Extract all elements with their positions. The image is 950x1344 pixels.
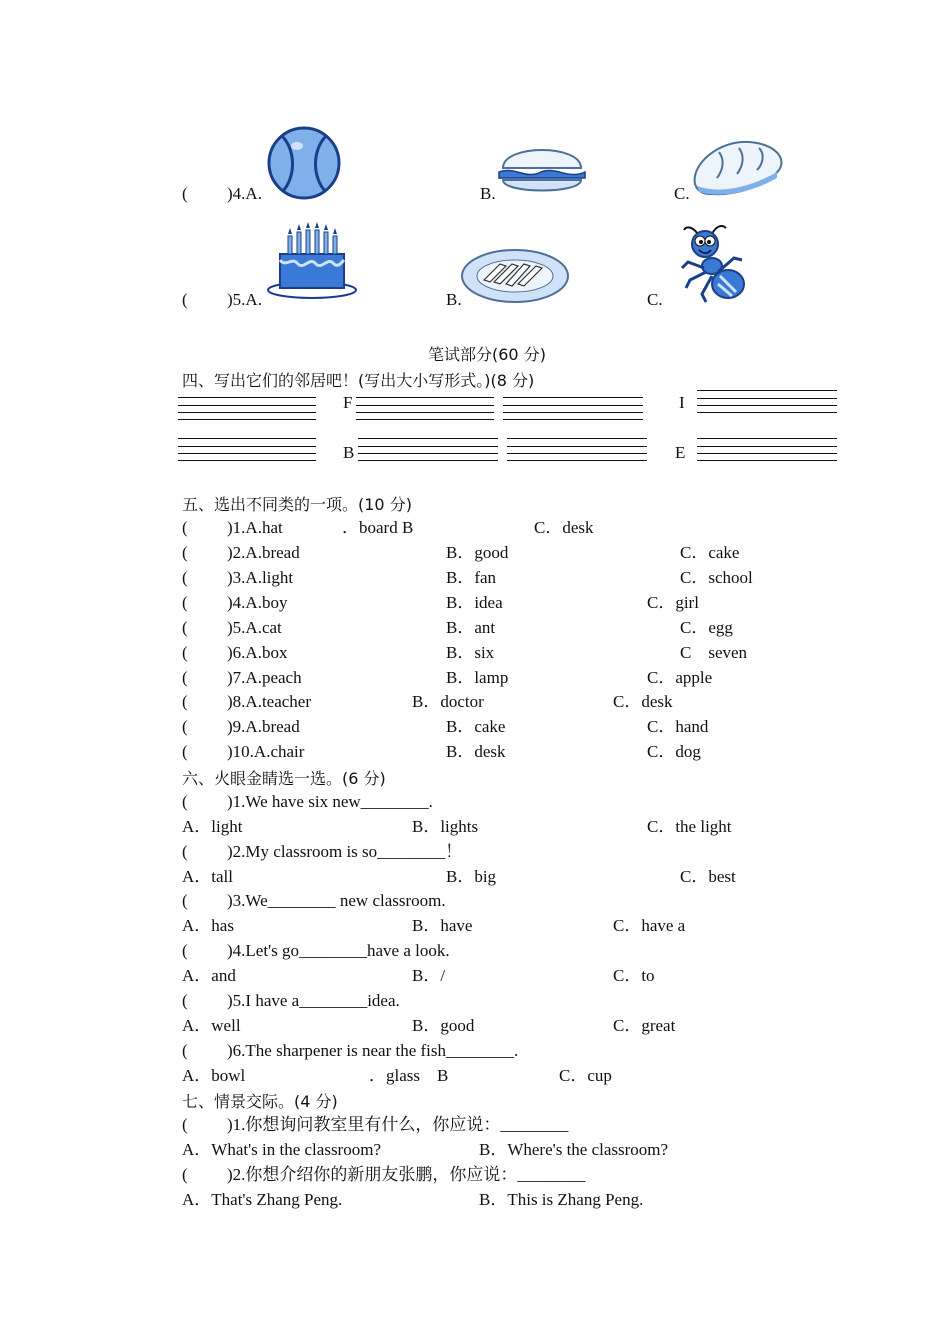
s5-q3-option-b: B．fan (446, 568, 497, 587)
s5-q9-paren: ( (182, 717, 188, 736)
s6-q3-option-b: B．have (412, 916, 473, 935)
s6-q2-paren: ( (182, 842, 188, 861)
writing-lines-6 (358, 438, 498, 467)
writing-lines-4 (697, 390, 837, 419)
s5-q3-option-a: )3.A.light (227, 568, 294, 587)
s5-q6-option-c: C seven (680, 643, 748, 662)
s6-q3-question: )3.We________ new classroom. (227, 891, 446, 910)
s7-q1-question: )1.你想询问教室里有什么，你应说：________ (227, 1115, 569, 1134)
section-6-title: 六、火眼金睛选一选。(6 分) (182, 769, 386, 788)
s5-q1-option-c: C．desk (534, 518, 594, 537)
s6-q2-option-a: A．tall (182, 867, 233, 886)
section-5-title: 五、选出不同类的一项。(10 分) (182, 495, 412, 514)
s7-q1-paren: ( (182, 1115, 188, 1134)
plate-of-food-icon (460, 248, 570, 304)
q4-option-a-label: )4.A. (227, 184, 262, 203)
s6-q3-option-c: C．have a (613, 916, 686, 935)
s6-q1-option-c: C．the light (647, 817, 732, 836)
s5-q5-option-b: B．ant (446, 618, 496, 637)
s6-q3-option-a: A．has (182, 916, 234, 935)
s7-q2-question: )2.你想介绍你的新朋友张鹏，你应说：________ (227, 1165, 586, 1184)
letter-e: E (675, 443, 686, 462)
s5-q10-paren: ( (182, 742, 188, 761)
s5-q5-option-c: C．egg (680, 618, 733, 637)
s6-q4-option-a: A．and (182, 966, 236, 985)
s6-q6-question: )6.The sharpener is near the fish________. (227, 1041, 519, 1060)
s5-q9-option-a: )9.A.bread (227, 717, 300, 736)
s5-q6-paren: ( (182, 643, 188, 662)
s6-q1-option-b: B．lights (412, 817, 479, 836)
s6-q2-option-b: B．big (446, 867, 497, 886)
s7-q2-option-a: A．That's Zhang Peng. (182, 1190, 343, 1209)
writing-lines-2 (356, 397, 494, 426)
q4-option-c-label: C. (674, 184, 690, 203)
q4-option-b-label: B. (480, 184, 496, 203)
written-section-title: 笔试部分(60 分) (428, 345, 546, 364)
ball-icon (264, 126, 344, 202)
s5-q3-paren: ( (182, 568, 188, 587)
s6-q1-paren: ( (182, 792, 188, 811)
writing-lines-3 (503, 397, 643, 426)
s6-q1-question: )1.We have six new________. (227, 792, 433, 811)
s5-q4-paren: ( (182, 593, 188, 612)
s5-q1-option-b: ．board B (342, 518, 414, 537)
s5-q10-option-c: C．dog (647, 742, 701, 761)
q4-paren: ( (182, 184, 188, 203)
s6-q5-paren: ( (182, 991, 188, 1010)
birthday-cake-icon (264, 220, 360, 300)
hamburger-icon (495, 136, 589, 200)
writing-lines-5 (178, 438, 316, 467)
writing-lines-7 (507, 438, 647, 467)
s6-q3-paren: ( (182, 891, 188, 910)
s5-q5-paren: ( (182, 618, 188, 637)
s5-q2-option-b: B．good (446, 543, 509, 562)
s6-q5-option-b: B．good (412, 1016, 475, 1035)
s5-q4-option-a: )4.A.boy (227, 593, 288, 612)
s6-q6-option-b: ．glass B (369, 1066, 449, 1085)
s5-q2-paren: ( (182, 543, 188, 562)
s5-q6-option-a: )6.A.box (227, 643, 288, 662)
writing-lines-1 (178, 397, 316, 426)
s5-q8-option-c: C．desk (613, 692, 673, 711)
s5-q7-option-b: B．lamp (446, 668, 509, 687)
s5-q8-option-a: )8.A.teacher (227, 692, 312, 711)
s5-q7-option-a: )7.A.peach (227, 668, 302, 687)
s6-q2-option-c: C．best (680, 867, 736, 886)
s6-q4-option-c: C．to (613, 966, 655, 985)
s6-q4-paren: ( (182, 941, 188, 960)
s6-q5-question: )5.I have a________idea. (227, 991, 400, 1010)
q5-paren: ( (182, 290, 188, 309)
s5-q3-option-c: C．school (680, 568, 753, 587)
cartoon-ant-icon (672, 222, 752, 306)
s6-q1-option-a: A．light (182, 817, 243, 836)
s6-q6-option-a: A．bowl (182, 1066, 246, 1085)
s5-q4-option-c: C．girl (647, 593, 699, 612)
s5-q1-option-a: )1.A.hat (227, 518, 283, 537)
writing-lines-8 (697, 438, 837, 467)
letter-f: F (343, 393, 353, 412)
letter-b: B (343, 443, 355, 462)
s7-q2-option-b: B．This is Zhang Peng. (479, 1190, 644, 1209)
s5-q2-option-c: C．cake (680, 543, 740, 562)
s5-q8-option-b: B．doctor (412, 692, 484, 711)
q5-option-a-label: )5.A. (227, 290, 262, 309)
s5-q8-paren: ( (182, 692, 188, 711)
bread-icon (689, 134, 787, 200)
letter-i: I (679, 393, 685, 412)
s5-q6-option-b: B．six (446, 643, 495, 662)
s6-q5-option-a: A．well (182, 1016, 241, 1035)
s6-q5-option-c: C．great (613, 1016, 676, 1035)
s5-q10-option-a: )10.A.chair (227, 742, 305, 761)
s6-q6-option-c: C．cup (559, 1066, 612, 1085)
s7-q1-option-b: B．Where's the classroom? (479, 1140, 669, 1159)
s6-q4-question: )4.Let's go________have a look. (227, 941, 450, 960)
s5-q2-option-a: )2.A.bread (227, 543, 300, 562)
s5-q5-option-a: )5.A.cat (227, 618, 282, 637)
section-4-title: 四、写出它们的邻居吧！(写出大小写形式。)(8 分) (182, 371, 535, 390)
q5-option-c-label: C. (647, 290, 663, 309)
s5-q9-option-c: C．hand (647, 717, 709, 736)
s6-q4-option-b: B．/ (412, 966, 446, 985)
s5-q7-option-c: C．apple (647, 668, 713, 687)
s5-q7-paren: ( (182, 668, 188, 687)
s6-q2-question: )2.My classroom is so________！ (227, 842, 463, 861)
s5-q9-option-b: B．cake (446, 717, 506, 736)
q5-option-b-label: B. (446, 290, 462, 309)
s7-q2-paren: ( (182, 1165, 188, 1184)
s7-q1-option-a: A．What's in the classroom? (182, 1140, 381, 1159)
s6-q6-paren: ( (182, 1041, 188, 1060)
section-7-title: 七、情景交际。(4 分) (182, 1092, 338, 1111)
s5-q4-option-b: B．idea (446, 593, 503, 612)
s5-q10-option-b: B．desk (446, 742, 506, 761)
s5-q1-paren: ( (182, 518, 188, 537)
